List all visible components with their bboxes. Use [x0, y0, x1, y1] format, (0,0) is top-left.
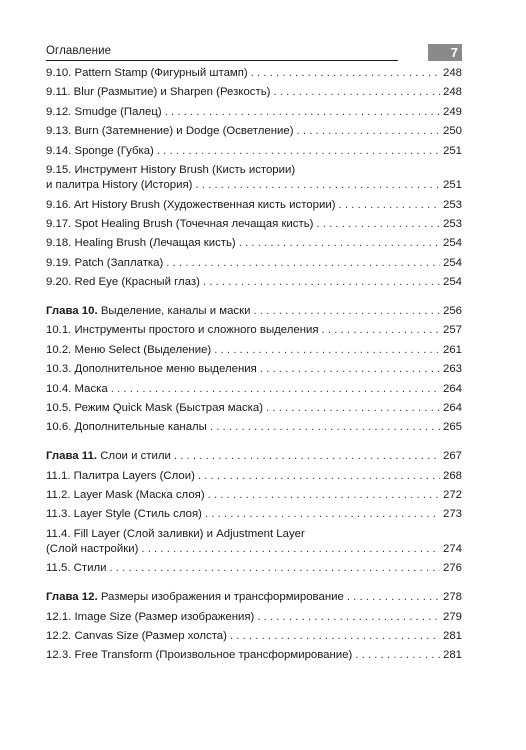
dot-leader — [111, 383, 440, 395]
toc-entry-title: (Слой настройки) — [46, 543, 139, 555]
toc-entry-title: 10.6. Дополнительные каналы — [46, 421, 207, 434]
toc-entry-row — [46, 450, 462, 465]
dot-leader — [166, 257, 440, 269]
toc-entry-row — [46, 344, 462, 359]
toc-page-number: 281 — [442, 649, 462, 662]
toc-entry[interactable] — [46, 363, 462, 378]
toc-entry[interactable] — [46, 402, 462, 417]
toc-entry[interactable] — [46, 508, 462, 523]
dot-leader — [273, 86, 440, 98]
chapter-label: Глава 10. — [46, 305, 98, 317]
toc-entry[interactable] — [46, 106, 462, 121]
header-rule — [46, 60, 398, 61]
toc-entry[interactable] — [46, 257, 462, 272]
toc-page-number: 248 — [442, 67, 462, 79]
chapter-entry[interactable] — [46, 591, 462, 606]
toc-page-number: 279 — [442, 610, 462, 623]
toc-entry-title: 11.5. Стили — [46, 562, 107, 575]
toc-page-number: 251 — [442, 179, 462, 192]
toc-page-number: 256 — [442, 305, 462, 317]
toc-entry-title: 11.1. Палитра Layers (Слои) — [46, 469, 195, 482]
toc-entry[interactable] — [46, 383, 462, 398]
dot-leader — [208, 489, 440, 501]
dot-leader — [195, 179, 440, 191]
toc-entry-row — [46, 489, 462, 504]
dot-leader — [297, 125, 440, 137]
dot-leader — [355, 649, 440, 661]
toc-entry-title: 10.4. Маска — [46, 382, 108, 395]
toc-page-number: 276 — [442, 562, 462, 575]
toc-page-number: 254 — [442, 276, 462, 289]
toc-entry-row — [46, 106, 462, 121]
toc-entry-row — [46, 305, 462, 320]
toc-entry[interactable] — [46, 649, 462, 664]
toc-page-number: 254 — [442, 256, 462, 269]
toc-page-number: 263 — [442, 363, 462, 376]
dot-leader — [210, 421, 440, 433]
toc-entry-row — [46, 421, 462, 436]
dot-leader — [109, 562, 440, 574]
toc-entry-row — [46, 276, 462, 291]
toc-entry[interactable] — [46, 630, 462, 645]
toc-entry-row — [46, 591, 462, 606]
toc-entry[interactable] — [46, 237, 462, 252]
dot-leader — [239, 237, 440, 249]
toc-entry-row — [46, 179, 462, 194]
toc-page-number: 272 — [442, 488, 462, 501]
dot-leader — [266, 402, 440, 414]
toc-page-number: 281 — [442, 629, 462, 642]
toc-entry[interactable] — [46, 562, 462, 577]
toc-entry-title: 9.20. Red Eye (Красный глаз) — [46, 276, 200, 289]
toc-entry-row — [46, 237, 462, 252]
toc-entry-title: 9.18. Healing Brush (Лечащая кисть) — [46, 237, 236, 250]
toc-entry-row — [46, 86, 462, 101]
page-header — [46, 44, 462, 64]
toc-entry-row — [46, 67, 462, 82]
toc-entry-title: 11.2. Layer Mask (Маска слоя) — [46, 488, 205, 501]
toc-page-number: 254 — [442, 237, 462, 250]
chapter-title: Размеры изображения и трансформирование — [100, 591, 344, 604]
header-title: Оглавление — [46, 45, 112, 57]
dot-leader — [230, 630, 440, 642]
chapter-label: Глава 12. — [46, 591, 98, 604]
toc-entry-title-line1: 9.15. Инструмент History Brush (Кисть истории) — [46, 163, 296, 176]
toc-entry[interactable] — [46, 218, 462, 233]
toc-entry[interactable] — [46, 199, 462, 214]
toc-entry-title: 10.3. Дополнительное меню выделения — [46, 363, 257, 376]
toc-entry-title: 9.16. Art History Brush (Художественная кисть истории) — [46, 198, 336, 211]
toc-entry-title: 12.1. Image Size (Размер изображения) — [46, 610, 255, 623]
toc-entry-row — [46, 125, 462, 140]
toc-entry[interactable] — [46, 470, 462, 485]
dot-leader — [316, 218, 440, 230]
toc-entry-row — [46, 199, 462, 214]
toc-entry-row — [46, 218, 462, 233]
toc-entry-row — [46, 470, 462, 485]
toc-page-number: 261 — [442, 343, 462, 356]
toc-page-number: 264 — [442, 401, 462, 414]
toc-entry-row — [46, 145, 462, 160]
dot-leader — [257, 611, 440, 623]
dot-leader — [339, 199, 440, 211]
dot-leader — [260, 363, 440, 375]
toc-entry[interactable] — [46, 145, 462, 160]
toc-entry-title: 10.1. Инструменты простого и сложного выделения — [46, 324, 319, 337]
dot-leader — [347, 591, 440, 603]
toc-entry[interactable] — [46, 489, 462, 504]
page-number-badge: 7 — [428, 44, 462, 61]
toc-entry-row — [46, 611, 462, 626]
dot-leader — [174, 450, 440, 462]
chapter-title: Выделение, каналы и маски — [100, 305, 251, 317]
toc-entry-title: 10.5. Режим Quick Mask (Быстрая маска) — [46, 401, 264, 414]
toc-entry-row — [46, 562, 462, 577]
dot-leader — [165, 106, 440, 118]
dot-leader — [203, 276, 440, 288]
toc-page-number: 268 — [442, 469, 462, 482]
toc-entry-title: 9.13. Burn (Затемнение) и Dodge (Осветление) — [46, 125, 294, 138]
toc-page-number: 251 — [442, 144, 462, 157]
toc-page-number: 253 — [442, 198, 462, 211]
toc-entry-title: 9.10. Pattern Stamp (Фигурный штамп) — [46, 67, 248, 79]
toc-page-number: 264 — [442, 382, 462, 395]
toc-page-number: 274 — [442, 543, 462, 555]
toc-page-number: 273 — [442, 508, 462, 521]
chapter-entry[interactable] — [46, 450, 462, 465]
toc-entry[interactable] — [46, 276, 462, 291]
toc-entry-title-line1: 11.4. Fill Layer (Слой заливки) и Adjustment Layer — [46, 527, 305, 540]
dot-leader — [253, 305, 440, 317]
toc-page-number: 249 — [442, 105, 462, 118]
toc-entry-title: 9.12. Smudge (Палец) — [46, 105, 162, 118]
toc-entry-title — [46, 591, 344, 603]
chapter-label: Глава 11. — [46, 450, 98, 463]
toc-entry[interactable] — [46, 344, 462, 359]
toc-entry-title: 9.14. Sponge (Губка) — [46, 144, 154, 157]
chapter-title: Слои и стили — [100, 450, 171, 463]
toc-entry-row — [46, 383, 462, 398]
toc-page-number: 278 — [442, 591, 462, 604]
dot-leader — [205, 508, 440, 520]
toc-entry-title: 9.11. Blur (Размытие) и Sharpen (Резкость) — [46, 86, 271, 99]
toc-entry[interactable] — [46, 528, 462, 559]
toc-entry-title: и палитра History (История) — [46, 179, 193, 192]
toc-entry-row — [46, 543, 462, 558]
toc-entry-title: 9.17. Spot Healing Brush (Точечная лечащая кисть) — [46, 218, 314, 231]
toc-entry[interactable] — [46, 125, 462, 140]
toc-entry-row — [46, 363, 462, 378]
toc-entry[interactable] — [46, 611, 462, 626]
toc-entry-title — [46, 450, 171, 462]
toc-page-number: 248 — [442, 86, 462, 99]
toc-entry-title: 9.19. Patch (Заплатка) — [46, 256, 164, 269]
toc-entry-title — [46, 305, 250, 317]
toc-entry-title: 10.2. Меню Select (Выделение) — [46, 343, 212, 356]
toc-entry-row — [46, 508, 462, 523]
toc-entry-row — [46, 257, 462, 272]
toc-entry-row — [46, 324, 462, 339]
dot-leader — [157, 145, 440, 157]
toc-entry-title: 11.3. Layer Style (Стиль слоя) — [46, 508, 202, 521]
toc-entry[interactable] — [46, 324, 462, 339]
toc-entry-title: 12.2. Canvas Size (Размер холста) — [46, 629, 227, 642]
toc-entry-row — [46, 402, 462, 417]
toc-entry[interactable] — [46, 421, 462, 436]
toc-entry-title: 12.3. Free Transform (Произвольное трансформирование) — [46, 649, 353, 662]
toc-entry-row — [46, 649, 462, 664]
toc-entry[interactable] — [46, 164, 462, 195]
dot-leader — [322, 324, 440, 336]
toc-page-number: 265 — [442, 421, 462, 434]
toc-entry-row — [46, 630, 462, 645]
chapter-entry[interactable] — [46, 305, 462, 320]
toc-page-number: 267 — [442, 450, 462, 463]
dot-leader — [198, 470, 440, 482]
toc-page-number: 250 — [442, 125, 462, 138]
dot-leader — [214, 344, 440, 356]
dot-leader — [251, 67, 440, 79]
table-of-contents — [46, 67, 462, 669]
toc-entry[interactable] — [46, 86, 462, 101]
dot-leader — [141, 543, 440, 555]
toc-page-number: 253 — [442, 218, 462, 231]
toc-entry[interactable] — [46, 67, 462, 82]
toc-page-number: 257 — [442, 324, 462, 337]
